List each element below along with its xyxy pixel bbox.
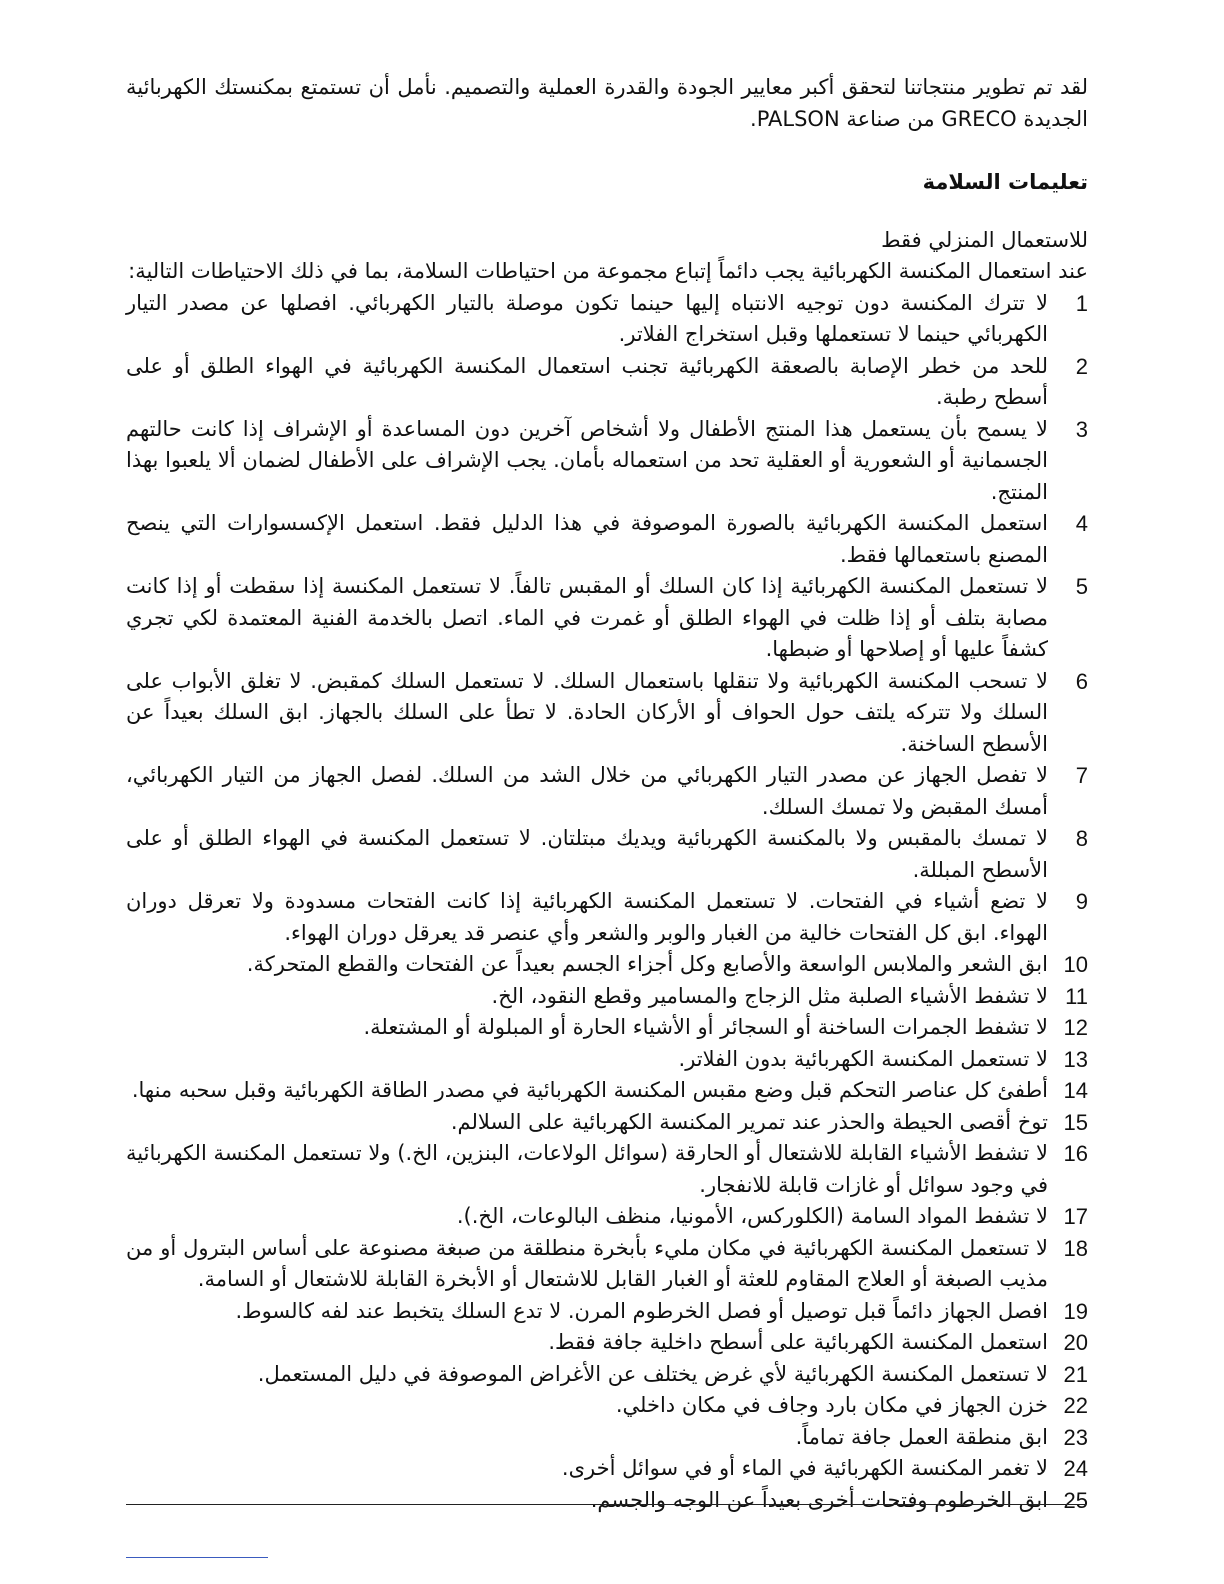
list-item <box>126 288 1088 351</box>
item-text: لا تشفط الأشياء القابلة للاشتعال أو الحارقة (سوائل الولاعات، البنزين، الخ.) ولا تستعمل المكنسة الكهربائية في وجود سوائل أو غازات قابلة للانفجار. <box>126 1141 1048 1197</box>
list-item <box>126 1390 1088 1422</box>
item-number: 13 <box>1063 1046 1088 1072</box>
item-number: 23 <box>1063 1424 1088 1450</box>
item-number: 14 <box>1063 1078 1088 1103</box>
item-text: أطفئ كل عناصر التحكم قبل وضع مقبس المكنسة الكهربائية في مصدر الطاقة الكهربائية وقبل سحبه منها. <box>131 1078 1048 1102</box>
item-number: 2 <box>1075 353 1088 379</box>
item-number: 22 <box>1063 1393 1088 1418</box>
list-item <box>126 1453 1088 1485</box>
item-number: 15 <box>1063 1109 1088 1135</box>
list-item <box>126 1327 1088 1359</box>
list-item <box>126 1075 1088 1107</box>
item-text: توخ أقصى الحيطة والحذر عند تمرير المكنسة الكهربائية على السلالم. <box>450 1109 1048 1134</box>
item-text: لا تشفط الأشياء الصلبة مثل الزجاج والمسامير وقطع النقود، الخ. <box>491 983 1048 1008</box>
list-item <box>126 949 1088 981</box>
item-text: لا تستعمل المكنسة الكهربائية لأي غرض يختلف عن الأغراض الموصوفة في دليل المستعمل. <box>257 1361 1048 1386</box>
list-item <box>126 981 1088 1013</box>
list-item <box>126 1201 1088 1233</box>
item-text: خزن الجهاز في مكان بارد وجاف في مكان داخلي. <box>615 1393 1048 1417</box>
item-number: 19 <box>1063 1298 1088 1324</box>
list-item <box>126 1012 1088 1044</box>
list-item <box>126 760 1088 823</box>
list-item <box>126 351 1088 414</box>
footnote-divider <box>126 1557 268 1558</box>
list-item <box>126 823 1088 886</box>
item-number: 10 <box>1063 952 1088 977</box>
item-text: ابق منطقة العمل جافة تماماً. <box>795 1424 1048 1449</box>
item-text: للحد من خطر الإصابة بالصعقة الكهربائية تجنب استعمال المكنسة الكهربائية في الهواء الطلق أو على أسطح رطبة. <box>126 353 1048 409</box>
item-number: 4 <box>1075 511 1088 536</box>
item-text: لا تضع أشياء في الفتحات. لا تستعمل المكنسة الكهربائية إذا كانت الفتحات مسدودة ولا تعرقل دوران الهواء. ابق كل الفتحات خالية من الغبار والوبر والشعر وأي عنصر قد يعرقل دوران الهواء. <box>126 889 1048 945</box>
item-number: 21 <box>1063 1361 1088 1387</box>
safety-list <box>126 288 1088 1517</box>
list-item <box>126 886 1088 949</box>
item-number: 24 <box>1063 1456 1088 1481</box>
footer-divider <box>126 1504 1086 1505</box>
list-item <box>126 1296 1088 1328</box>
item-text: لا تشفط الجمرات الساخنة أو السجائر أو الأشياء الحارة أو المبلولة أو المشتعلة. <box>363 1015 1048 1039</box>
usage-note: للاستعمال المنزلي فقط <box>881 227 1088 252</box>
item-number: 8 <box>1075 826 1088 851</box>
list-item <box>126 666 1088 761</box>
item-text: لا تستعمل المكنسة الكهربائية في مكان مليء بأبخرة منطلقة من صبغة مصنوعة على أساس البترول أو من مذيب الصبغة أو العلاج المقاوم للعثة أو الغبار القابل للاشتعال أو الأبخرة القابلة للاشتعال أو السامة. <box>126 1235 1048 1291</box>
item-number: 11 <box>1065 983 1088 1009</box>
item-text: ابق الخرطوم وفتحات أخرى بعيداً عن الوجه والجسم. <box>590 1487 1048 1512</box>
item-text: لا تترك المكنسة دون توجيه الانتباه إليها حينما تكون موصلة بالتيار الكهربائي. افصلها عن مصدر التيار الكهربائي حينما لا تستعملها وقبل استخراج الفلاتر. <box>126 290 1048 346</box>
section-heading: تعليمات السلامة <box>922 170 1088 194</box>
list-item <box>126 414 1088 509</box>
item-text: لا يسمح بأن يستعمل هذا المنتج الأطفال ولا أشخاص آخرين دون المساعدة أو الإشراف إذا كانت حالتهم الجسمانية أو الشعورية أو العقلية تحد من استعماله بأمان. يجب الإشراف على الأطفال لضمان ألا يلعبوا بهذا المنتج. <box>126 416 1048 504</box>
intro-paragraph: لقد تم تطوير منتجاتنا لتحقق أكبر معايير الجودة والقدرة العملية والتصميم. نأمل أن تستمتع بمكنستك الكهربائية الجديدة GRECO من صناعة PALSON. <box>126 75 1088 131</box>
item-text: لا تستعمل المكنسة الكهربائية بدون الفلاتر. <box>678 1046 1048 1071</box>
list-item <box>126 1044 1088 1076</box>
list-item <box>126 1485 1088 1517</box>
document-body <box>126 72 1088 1516</box>
item-text: لا تسحب المكنسة الكهربائية ولا تنقلها باستعمال السلك. لا تستعمل السلك كمقبض. لا تغلق الأبواب على السلك ولا تتركه يلتف حول الحواف أو الأركان الحادة. لا تطأ على السلك بالجهاز. ابق السلك بعيداً عن الأسطح الساخنة. <box>126 668 1048 756</box>
item-number: 17 <box>1063 1204 1088 1229</box>
item-text: افصل الجهاز دائماً قبل توصيل أو فصل الخرطوم المرن. لا تدع السلك يتخبط عند لفه كالسوط. <box>235 1298 1048 1323</box>
item-number: 9 <box>1075 889 1088 914</box>
item-text: لا تغمر المكنسة الكهربائية في الماء أو في سوائل أخرى. <box>561 1456 1048 1480</box>
item-text: لا تشفط المواد السامة (الكلوركس، الأمونيا، منظف البالوعات، الخ.). <box>456 1204 1048 1228</box>
item-number: 25 <box>1063 1487 1088 1513</box>
item-number: 3 <box>1075 416 1088 442</box>
list-item <box>126 1233 1088 1296</box>
item-number: 16 <box>1063 1141 1088 1166</box>
item-text: لا تفصل الجهاز عن مصدر التيار الكهربائي من خلال الشد من السلك. لفصل الجهاز من التيار الكهربائي، أمسك المقبض ولا تمسك السلك. <box>126 763 1048 819</box>
item-number: 1 <box>1075 290 1088 316</box>
item-number: 18 <box>1063 1235 1088 1261</box>
list-item <box>126 1138 1088 1201</box>
lead-in: عند استعمال المكنسة الكهربائية يجب دائماً إتباع مجموعة من احتياطات السلامة، بما في ذلك الاحتياطات التالية: <box>128 259 1088 283</box>
list-item <box>126 571 1088 666</box>
item-number: 6 <box>1075 668 1088 694</box>
list-item <box>126 1422 1088 1454</box>
item-number: 20 <box>1063 1330 1088 1355</box>
list-item <box>126 508 1088 571</box>
item-number: 7 <box>1075 763 1088 788</box>
item-text: لا تمسك بالمقبس ولا بالمكنسة الكهربائية ويديك مبتلتان. لا تستعمل المكنسة في الهواء الطلق أو على الأسطح المبللة. <box>126 826 1048 882</box>
list-item <box>126 1107 1088 1139</box>
item-text: لا تستعمل المكنسة الكهربائية إذا كان السلك أو المقبس تالفاً. لا تستعمل المكنسة إذا سقطت أو إذا كانت مصابة بتلف أو إذا ظلت في الهواء الطلق أو غمرت في الماء. اتصل بالخدمة الفنية المعتمدة لكي تجري كشفاً عليها أو إصلاحها أو ضبطها. <box>126 574 1048 661</box>
item-text: ابق الشعر والملابس الواسعة والأصابع وكل أجزاء الجسم بعيداً عن الفتحات والقطع المتحركة. <box>246 952 1048 976</box>
item-text: استعمل المكنسة الكهربائية بالصورة الموصوفة في هذا الدليل فقط. استعمل الإكسسوارات التي ينصح المصنع باستعمالها فقط. <box>126 511 1048 567</box>
item-text: استعمل المكنسة الكهربائية على أسطح داخلية جافة فقط. <box>548 1330 1048 1354</box>
list-item <box>126 1359 1088 1391</box>
item-number: 12 <box>1063 1015 1088 1040</box>
item-number: 5 <box>1075 574 1088 599</box>
